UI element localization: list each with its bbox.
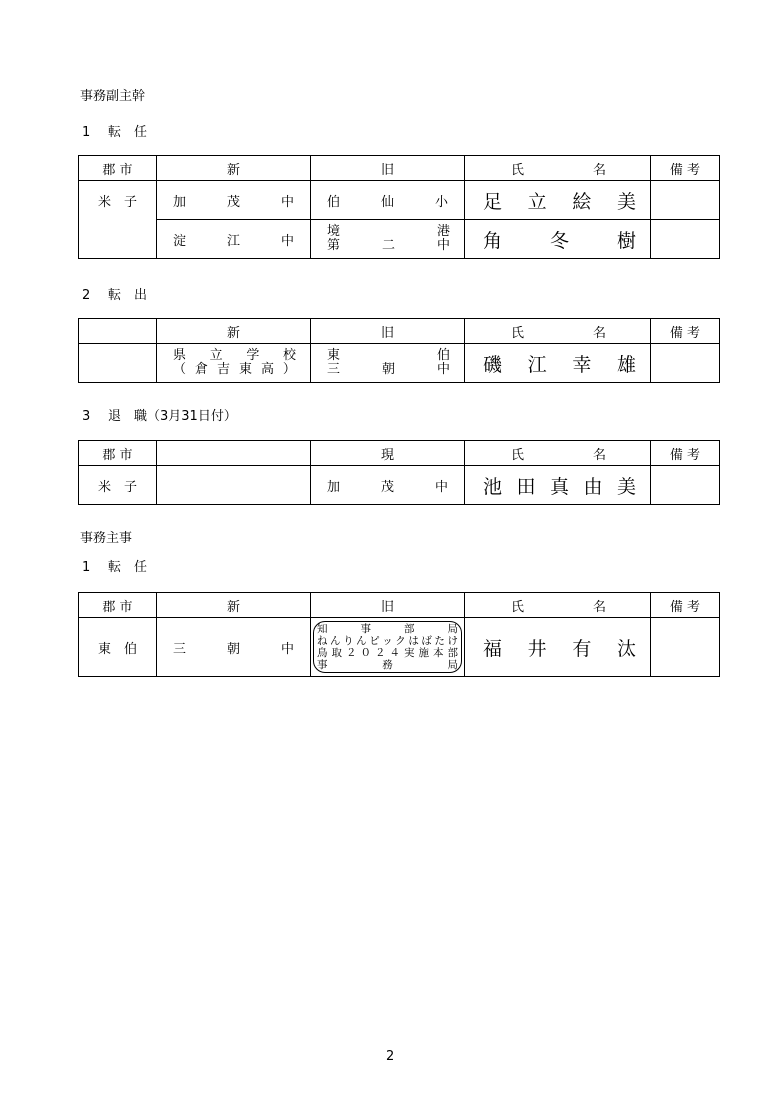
cell-name: 磯 江 幸 雄 — [465, 344, 651, 383]
cell-name: 足 立 絵 美 — [465, 181, 651, 220]
table-row — [79, 181, 720, 220]
table-row — [79, 466, 720, 505]
subsection-text: 退 職（3月31日付） — [108, 409, 237, 424]
cell-district — [79, 344, 157, 383]
cell-new: 三 朝 中 — [157, 618, 311, 677]
header-note: 備 考 — [651, 156, 720, 181]
cell-district: 米 子 — [79, 181, 157, 259]
subsection-number: 3 — [82, 409, 91, 424]
section-title: 事務主事 — [80, 531, 133, 546]
header-name: 氏 名 — [465, 593, 651, 618]
cell-note — [651, 618, 720, 677]
subsection-number: 1 — [82, 560, 91, 575]
header-district: 郡 市 — [79, 441, 157, 466]
header-old: 旧 — [311, 319, 465, 344]
cell-new: 加 茂 中 — [157, 181, 311, 220]
cell-new — [157, 466, 311, 505]
cell-name: 角 冬 樹 — [465, 220, 651, 259]
cell-current: 加 茂 中 — [311, 466, 465, 505]
cell-district: 東 伯 — [79, 618, 157, 677]
header-district: 郡 市 — [79, 593, 157, 618]
header-new: 新 — [157, 593, 311, 618]
cell-old: 境 港 第 二 中 — [311, 220, 465, 259]
cell-new: 県 立 学 校 （ 倉 吉 東 高 ） — [157, 344, 311, 383]
cell-old — [311, 618, 465, 677]
header-district — [79, 319, 157, 344]
header-old: 旧 — [311, 156, 465, 181]
header-new — [157, 441, 311, 466]
cell-note — [651, 220, 720, 259]
cell-new: 淀 江 中 — [157, 220, 311, 259]
header-current: 現 — [311, 441, 465, 466]
header-name: 氏 名 — [465, 441, 651, 466]
cell-old: 伯 仙 小 — [311, 181, 465, 220]
header-new: 新 — [157, 156, 311, 181]
subsection-number: 1 — [82, 125, 91, 140]
subsection-text: 転 出 — [108, 288, 148, 303]
subsection-number: 2 — [82, 288, 91, 303]
cell-note — [651, 344, 720, 383]
clerk-transfer-table — [78, 592, 720, 677]
header-new: 新 — [157, 319, 311, 344]
subsection-text: 転 任 — [108, 560, 148, 575]
header-district: 郡 市 — [79, 156, 157, 181]
header-note: 備 考 — [651, 319, 720, 344]
header-note: 備 考 — [651, 593, 720, 618]
cell-district: 米 子 — [79, 466, 157, 505]
section-title: 事務副主幹 — [80, 89, 146, 104]
header-name: 氏 名 — [465, 319, 651, 344]
subsection-label — [82, 405, 237, 424]
subsection-text: 転 任 — [108, 125, 148, 140]
rounded-box: 知 事 部 局 ね ん り ん ピ ッ ク は ば た け 鳥 取 ２ ０ ２ ４ 実 施 本 部 事 務 局 — [313, 621, 462, 673]
table-row — [79, 618, 720, 677]
header-name: 氏 名 — [465, 156, 651, 181]
retirement-table — [78, 440, 720, 505]
transfer-out-table — [78, 318, 720, 383]
page-number: 2 — [386, 1049, 395, 1064]
cell-note — [651, 466, 720, 505]
header-old: 旧 — [311, 593, 465, 618]
cell-name: 池 田 真 由 美 — [465, 466, 651, 505]
cell-name: 福 井 有 汰 — [465, 618, 651, 677]
subsection-label — [82, 284, 147, 303]
subsection-label — [82, 556, 147, 575]
table-row — [79, 344, 720, 383]
cell-note — [651, 181, 720, 220]
transfer-table — [78, 155, 720, 259]
header-note: 備 考 — [651, 441, 720, 466]
cell-old: 東 伯 三 朝 中 — [311, 344, 465, 383]
table-row — [79, 220, 720, 259]
subsection-label — [82, 121, 147, 140]
